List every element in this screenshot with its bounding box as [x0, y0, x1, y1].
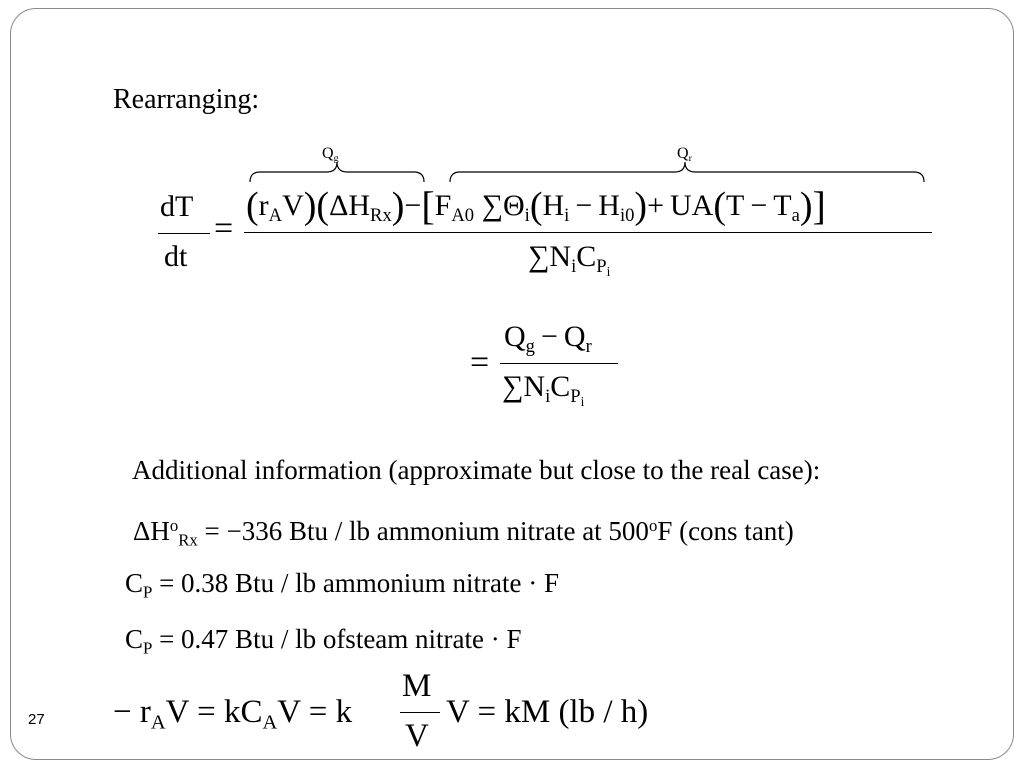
- additional-info-text: Additional information (approximate but close to the real case):: [132, 455, 821, 485]
- lhs-numerator: dT: [160, 190, 194, 223]
- eq1-numerator: $(r_AV)(\Delta H_{Rx})-[F_{A0}$ $\sum\Theta_i(H_i - H_{i0})+ UA(T - T_a)$]: [246, 183, 826, 228]
- heading: Rearranging:: [113, 84, 260, 115]
- page-number: 27: [28, 711, 45, 728]
- eq2-denominator: $\sum N_iC_{P_i}$: [502, 370, 585, 409]
- eq2-fraction-bar: [500, 363, 618, 364]
- rate-equation-right: V = kM (lb / h): [446, 694, 649, 730]
- equals-sign: =: [214, 210, 234, 247]
- equals-sign-2: =: [470, 344, 490, 381]
- rate-fraction-bar: [400, 712, 440, 713]
- qg-label: $Q_g$: [322, 145, 339, 165]
- qr-label: $Q_r$: [677, 145, 692, 165]
- overbraces: [248, 158, 938, 184]
- rate-fraction-numerator: M: [402, 668, 432, 704]
- lhs-denominator: dt: [164, 240, 188, 273]
- qr-brace: [450, 162, 924, 182]
- rate-equation-left: − $r_AV = kC_AV = k$: [113, 694, 353, 734]
- lhs-fraction-bar: [158, 233, 210, 234]
- cp-steam-line: $C_P = 0.47$ Btu / lb ofsteam nitrate · F: [125, 624, 522, 658]
- eq2-numerator: $Q_g - Q_r$: [504, 320, 592, 357]
- cp-ammonium-line: $C_P = 0.38$ Btu / lb ammonium nitrate · F: [125, 568, 560, 602]
- qg-brace: [250, 162, 424, 182]
- heat-of-reaction-line: $\Delta H^o_{Rx} = -336$ Btu / lb ammonium nitrate at 500$^o$F (cons tant): [133, 516, 794, 550]
- rate-fraction-denominator: V: [405, 718, 429, 754]
- eq1-denominator: $\sum N_iC_{P_i}$: [528, 240, 611, 279]
- eq1-fraction-bar: [244, 232, 932, 233]
